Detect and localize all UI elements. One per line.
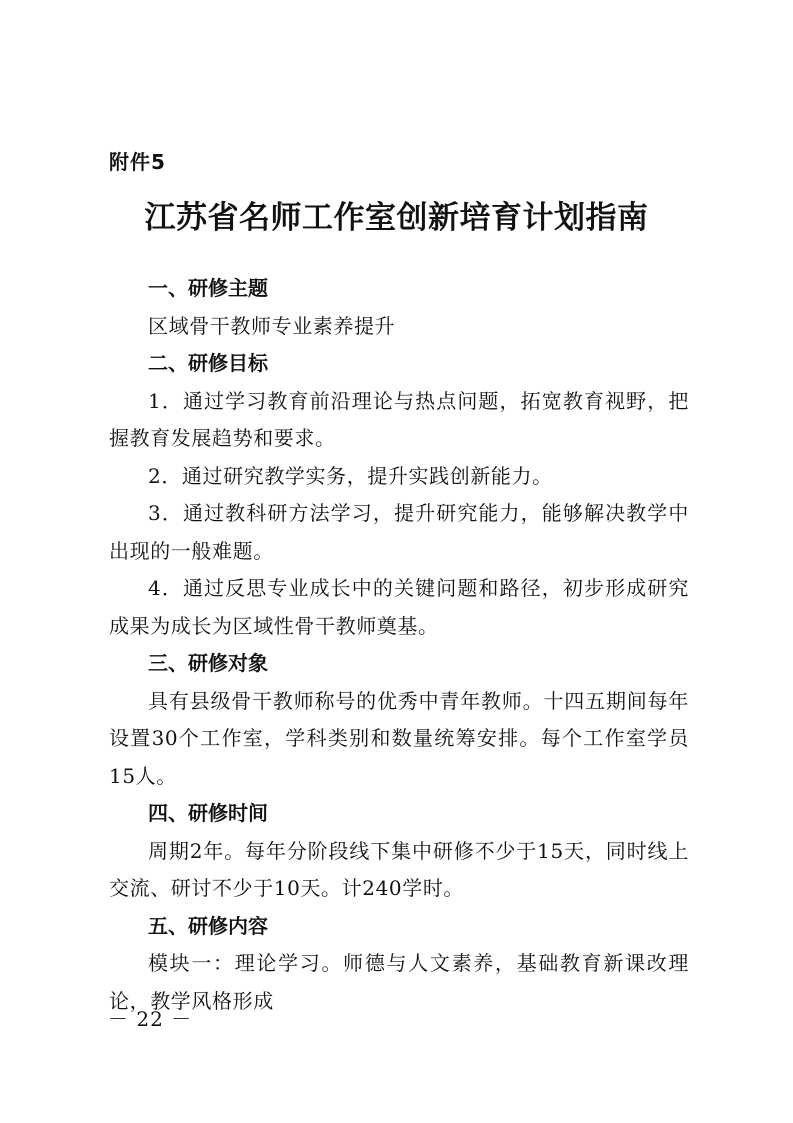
section-heading: 五、研修内容 — [148, 913, 268, 938]
section-heading: 一、研修主题 — [148, 276, 268, 300]
paragraph: 具有县级骨干教师称号的优秀中青年教师。十四五期间每年设置30个工作室，学科类别和数量统筹安排。每个工作室学员15人。 — [109, 688, 689, 788]
section-heading: 四、研修时间 — [148, 801, 268, 825]
paragraph: 区域骨干教师专业素养提升 — [148, 313, 396, 338]
paragraph: 1．通过学习教育前沿理论与热点问题，拓宽教育视野，把握教育发展趋势和要求。 — [109, 388, 689, 450]
paragraph: 3．通过教科研方法学习，提升研究能力，能够解决教学中出现的一般难题。 — [109, 501, 689, 563]
paragraph: 模块一：理论学习。师德与人文素养，基础教育新课改理论，教学风格形成 — [109, 951, 689, 1013]
paragraph: 4．通过反思专业成长中的关键问题和路径，初步形成研究成果为成长为区域性骨干教师奠基。 — [109, 576, 689, 638]
section-heading: 三、研修对象 — [148, 651, 268, 675]
page-number: － 22 － — [108, 1007, 193, 1031]
attachment-label: 附件5 — [109, 150, 166, 174]
section-participants — [109, 645, 689, 795]
document-body — [109, 270, 689, 1020]
section-goals — [109, 345, 689, 645]
section-duration — [109, 795, 689, 908]
document-title: 江苏省名师工作室创新培育计划指南 — [144, 200, 649, 236]
paragraph: 周期2年。每年分阶段线下集中研修不少于15天，同时线上交流、研讨不少于10天。计240学时。 — [109, 838, 689, 900]
section-heading: 二、研修目标 — [148, 351, 268, 375]
section-topic — [109, 270, 689, 345]
section-content — [109, 908, 689, 1021]
paragraph: 2．通过研究教学实务，提升实践创新能力。 — [148, 463, 553, 488]
